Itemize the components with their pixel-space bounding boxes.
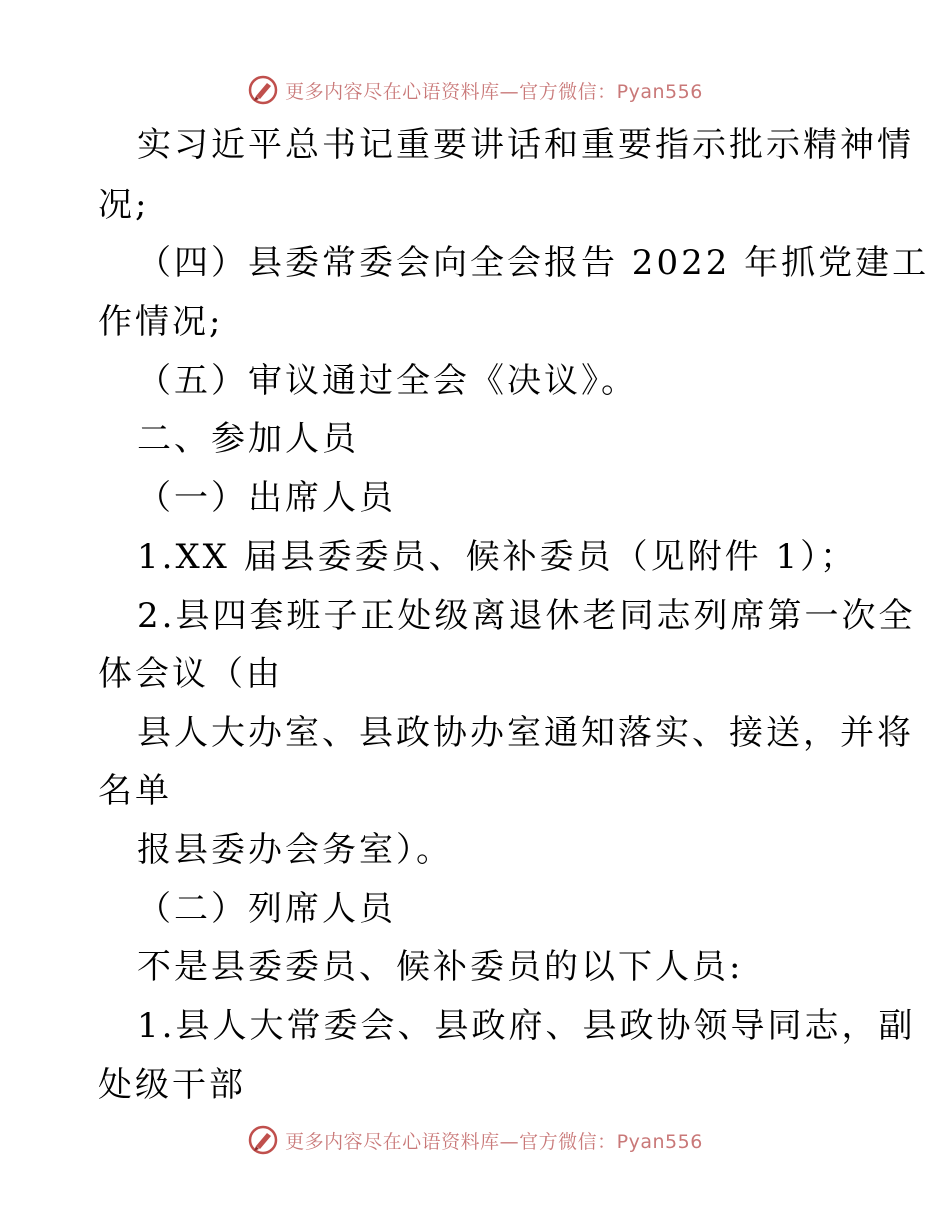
text-line: 1.XX 届县委委员、候补委员（见附件 1）； [137, 537, 858, 577]
text-line: 1.县人大常委会、县政府、县政协领导同志，副 [137, 1006, 916, 1046]
text-line: （一）出席人员 [137, 478, 396, 518]
text-line: 二、参加人员 [137, 419, 359, 459]
text-line: 报县委办会务室）。 [137, 830, 453, 870]
text-line: 实习近平总书记重要讲话和重要指示批示精神情 [137, 125, 914, 165]
watermark-text: 更多内容尽在心语资料库—官方微信：Pyan556 [285, 1130, 703, 1153]
watermark-text: 更多内容尽在心语资料库—官方微信：Pyan556 [285, 80, 703, 103]
text-line: 况; [98, 185, 150, 225]
watermark-id: Pyan556 [616, 1130, 703, 1153]
watermark-id: Pyan556 [616, 80, 703, 103]
text-line: 2.县四套班子正处级离退休老同志列席第一次全 [137, 596, 916, 636]
watermark-header [0, 70, 950, 110]
text-line: 名单 [98, 771, 172, 811]
text-line: （四）县委常委会向全会报告 2022 年抓党建工 [137, 243, 930, 283]
text-line: （五）审议通过全会《决议》。 [137, 361, 638, 401]
pen-logo-icon [247, 74, 279, 106]
text-line: 不是县委委员、候补委员的以下人员: [137, 947, 744, 987]
text-line: 县人大办室、县政协办室通知落实、接送，并将 [137, 713, 914, 753]
watermark-footer [0, 1120, 950, 1160]
text-line: 体会议（由 [98, 654, 283, 694]
text-line: 处级干部 [98, 1065, 246, 1105]
text-line: （二）列席人员 [137, 889, 396, 929]
text-line: 作情况; [98, 302, 224, 342]
pen-logo-icon [247, 1124, 279, 1156]
